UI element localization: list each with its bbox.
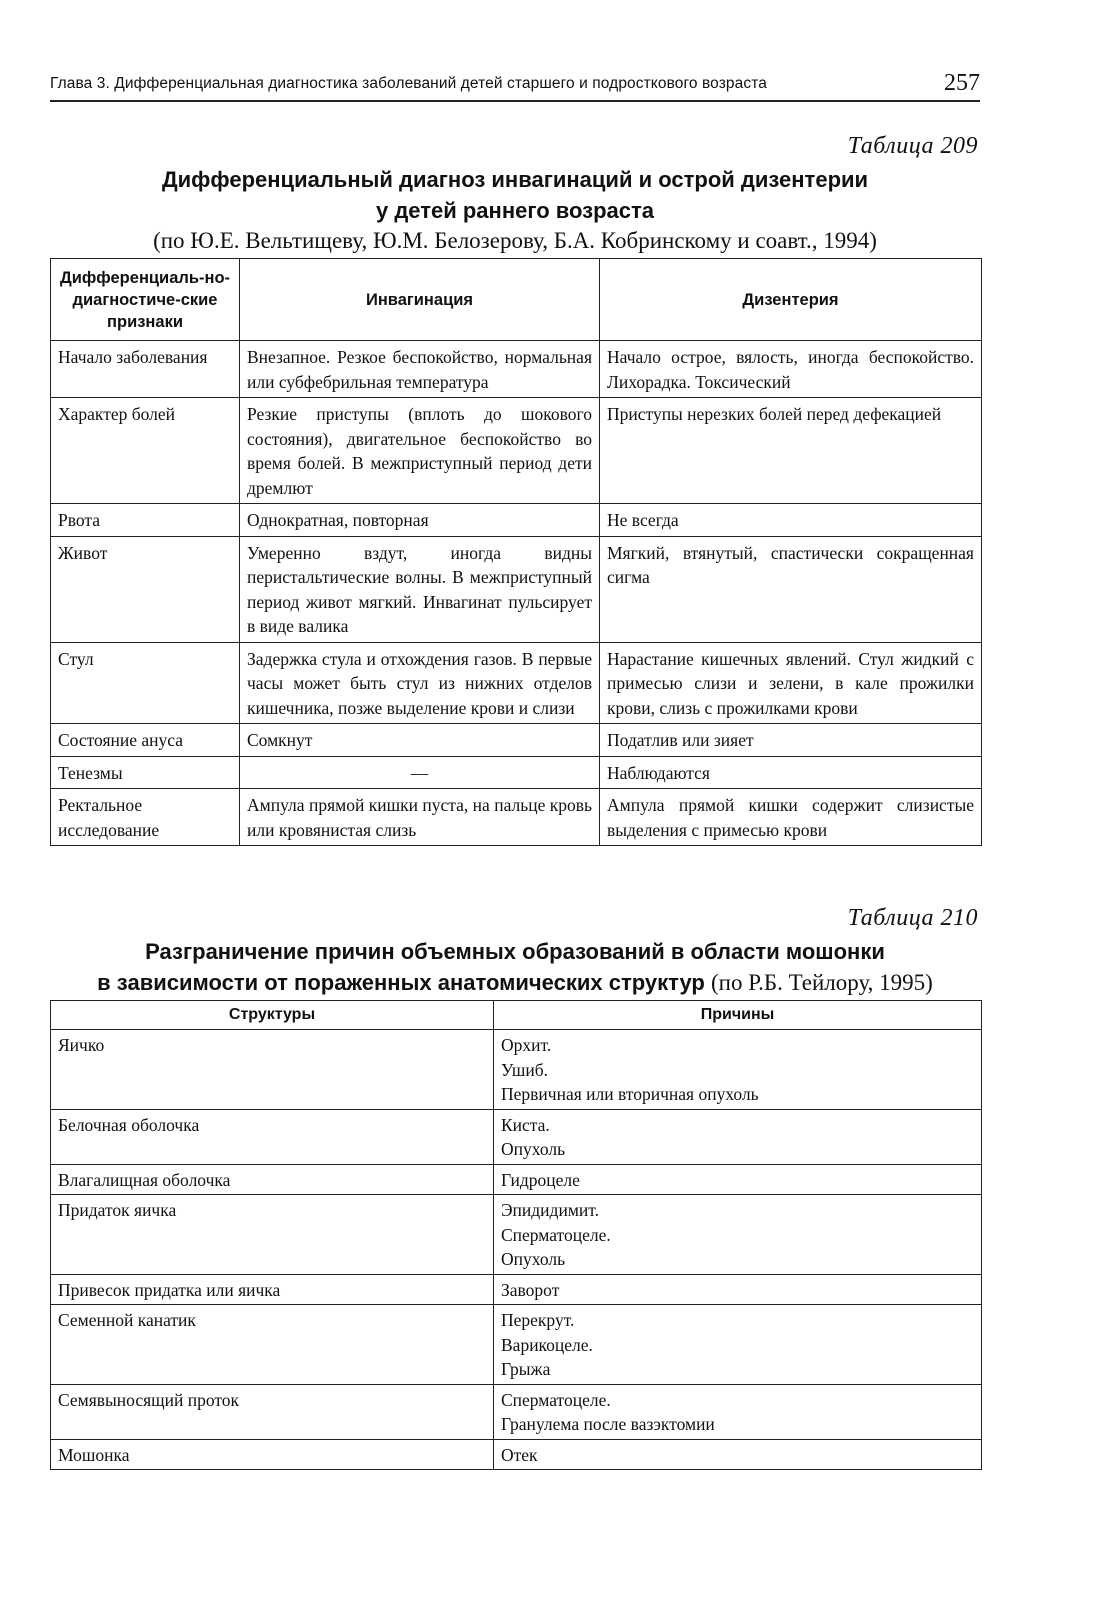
cell-invagination: Сомкнут (240, 724, 600, 757)
cause-item: Орхит. (501, 1035, 552, 1055)
cause-item: Заворот (501, 1279, 560, 1300)
cell-structure: Белочная оболочка (51, 1109, 494, 1164)
cell-sign: Начало заболевания (51, 341, 240, 398)
column-header-causes: Причины (494, 1001, 982, 1030)
cause-item: Опухоль (501, 1139, 566, 1159)
cause-item: Сперматоцеле. (501, 1224, 611, 1245)
table-210-title (50, 936, 980, 998)
cell-invagination: Внезапное. Резкое беспокойство, нормальная или субфебрильная температура (240, 341, 600, 398)
table-row (51, 1164, 982, 1195)
cell-invagination: Резкие приступы (вплоть до шокового состояния), двигательное беспокойство во время болей. В межприступный период дети дремлют (240, 398, 600, 504)
table-209-body (51, 341, 982, 846)
cause-item: Отек (501, 1444, 538, 1465)
table-row (51, 1274, 982, 1305)
cell-structure: Яичко (51, 1030, 494, 1110)
cell-dysentery: Ампула прямой кишки содержит слизистые выделения с примесью крови (600, 789, 982, 846)
cell-causes (494, 1305, 982, 1385)
cell-causes (494, 1109, 982, 1164)
cause-item: Опухоль (501, 1249, 566, 1269)
cell-sign: Тенезмы (51, 756, 240, 789)
cause-item: Первичная или вторичная опухоль (501, 1084, 759, 1104)
column-header-signs: Дифференциаль-но-диагностиче-ские признаки (51, 259, 240, 341)
table-row (51, 504, 982, 537)
table-row (51, 1195, 982, 1275)
cell-sign: Ректальное исследование (51, 789, 240, 846)
table-209-title (50, 164, 980, 226)
cause-item: Перекрут. (501, 1310, 575, 1330)
table-row (51, 724, 982, 757)
table-209-title-line1: Дифференциальный диагноз инвагинаций и острой дизентерии (161, 167, 869, 192)
cause-item: Эпидидимит. (501, 1200, 599, 1220)
table-210-body (51, 1030, 982, 1470)
cell-dysentery: Начало острое, вялость, иногда беспокойство. Лихорадка. Токсический (600, 341, 982, 398)
page-number: 257 (944, 70, 980, 96)
cell-sign: Характер болей (51, 398, 240, 504)
cause-item: Варикоцеле. (501, 1334, 593, 1355)
table-209-title-line2: у детей раннего возраста (375, 198, 655, 223)
cell-causes (494, 1384, 982, 1439)
table-row (51, 1384, 982, 1439)
cell-dysentery: Нарастание кишечных явлений. Стул жидкий с примесью слизи и зелени, в кале прожилки крови, слизь с прожилками крови (600, 642, 982, 724)
table-row (51, 341, 982, 398)
cell-dysentery: Приступы нерезких болей перед дефекацией (600, 398, 982, 504)
cell-sign: Рвота (51, 504, 240, 537)
cell-dysentery: Мягкий, втянутый, спастически сокращенная сигма (600, 536, 982, 642)
table-row (51, 1109, 982, 1164)
cause-item: Сперматоцеле. (501, 1389, 611, 1410)
cell-structure: Влагалищная оболочка (51, 1164, 494, 1195)
table-209 (50, 258, 982, 846)
cell-invagination: — (240, 756, 600, 789)
table-209-label: Таблица 209 (847, 133, 978, 159)
cell-causes (494, 1195, 982, 1275)
table-row (51, 789, 982, 846)
column-header-dysentery: Дизентерия (600, 259, 982, 341)
cause-item: Гидроцеле (501, 1169, 580, 1190)
cell-structure: Мошонка (51, 1439, 494, 1470)
table-210 (50, 1000, 982, 1470)
table-row (51, 1439, 982, 1470)
cause-item: Грыжа (501, 1359, 551, 1379)
table-row (51, 1030, 982, 1110)
table-209-header-row (51, 259, 982, 341)
table-210-title-line2 (50, 967, 980, 998)
cell-causes (494, 1439, 982, 1470)
cause-item: Гранулема после вазэктомии (501, 1414, 715, 1434)
cell-dysentery: Наблюдаются (600, 756, 982, 789)
cell-invagination: Однократная, повторная (240, 504, 600, 537)
table-210-label: Таблица 210 (847, 905, 978, 931)
cell-dysentery: Не всегда (600, 504, 982, 537)
page-header (50, 70, 980, 102)
column-header-invagination: Инвагинация (240, 259, 600, 341)
table-row (51, 1305, 982, 1385)
table-210-title-line1: Разграничение причин объемных образований в области мошонки (145, 939, 885, 964)
cell-causes (494, 1164, 982, 1195)
running-title: Глава 3. Дифференциальная диагностика заболеваний детей старшего и подросткового возраста (50, 75, 767, 92)
cell-invagination: Умеренно вздут, иногда видны перистальтические волны. В межприступный период живот мягкий. Инвагинат пульсирует в виде валика (240, 536, 600, 642)
column-header-structures: Структуры (51, 1001, 494, 1030)
cell-structure: Семенной канатик (51, 1305, 494, 1385)
cause-item: Киста. (501, 1114, 550, 1135)
cell-structure: Привесок придатка или яичка (51, 1274, 494, 1305)
cell-structure: Семявыносящий проток (51, 1384, 494, 1439)
table-210-source: (по Р.Б. Тейлору, 1995) (710, 970, 933, 995)
table-210-title-line2-text: в зависимости от пораженных анатомических структур (97, 970, 705, 995)
cell-sign: Стул (51, 642, 240, 724)
cell-causes (494, 1274, 982, 1305)
table-row (51, 398, 982, 504)
cell-causes (494, 1030, 982, 1110)
table-row (51, 642, 982, 724)
table-row (51, 536, 982, 642)
table-209-source: (по Ю.Е. Вельтищеву, Ю.М. Белозерову, Б.А. Кобринскому и соавт., 1994) (153, 228, 877, 253)
cell-sign: Живот (51, 536, 240, 642)
cell-sign: Состояние ануса (51, 724, 240, 757)
cause-item: Ушиб. (501, 1059, 548, 1080)
table-210-header-row (51, 1001, 982, 1030)
cell-invagination: Ампула прямой кишки пуста, на пальце кровь или кровянистая слизь (240, 789, 600, 846)
cell-invagination: Задержка стула и отхождения газов. В первые часы может быть стул из нижних отделов кишечника, позже выделение крови и слизи (240, 642, 600, 724)
table-row (51, 756, 982, 789)
cell-structure: Придаток яичка (51, 1195, 494, 1275)
cell-dysentery: Податлив или зияет (600, 724, 982, 757)
